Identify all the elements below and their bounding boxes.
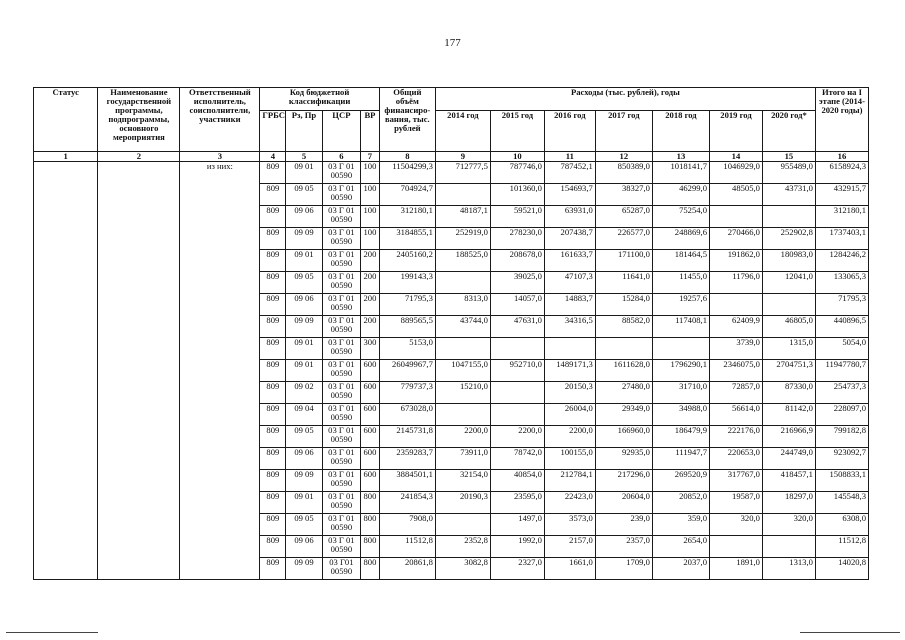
cell-2019: 3739,0 bbox=[710, 338, 763, 360]
cell-2020: 244749,0 bbox=[762, 448, 815, 470]
cell-2018: 34988,0 bbox=[652, 404, 709, 426]
cell-total: 71795,3 bbox=[379, 294, 435, 316]
cell-2018: 1796290,1 bbox=[652, 360, 709, 382]
cell-2017: 29349,0 bbox=[595, 404, 652, 426]
cell-total: 5153,0 bbox=[379, 338, 435, 360]
cell-grbs: 809 bbox=[260, 382, 286, 404]
cell-2015: 47631,0 bbox=[490, 316, 544, 338]
cell-total: 199143,3 bbox=[379, 272, 435, 294]
cell-2016: 14883,7 bbox=[544, 294, 595, 316]
cell-2020 bbox=[762, 536, 815, 558]
cell-2014: 1047155,0 bbox=[435, 360, 490, 382]
cell-2020: 87330,0 bbox=[762, 382, 815, 404]
cell-2019: 1046929,0 bbox=[710, 162, 763, 184]
cell-2018: 269520,9 bbox=[652, 470, 709, 492]
table-body bbox=[34, 162, 869, 580]
cell-2017: 65287,0 bbox=[595, 206, 652, 228]
cell-2016: 154693,7 bbox=[544, 184, 595, 206]
cell-grbs: 809 bbox=[260, 162, 286, 184]
cell-2020: 252902,8 bbox=[762, 228, 815, 250]
cell-csr: 03 Г 01 00590 bbox=[322, 250, 360, 272]
cell-grbs: 809 bbox=[260, 360, 286, 382]
cell-2020: 955489,0 bbox=[762, 162, 815, 184]
cell-grbs: 809 bbox=[260, 492, 286, 514]
column-number: 2 bbox=[98, 152, 180, 162]
cell-csr: 03 Г 01 00590 bbox=[322, 404, 360, 426]
cell-2020: 180983,0 bbox=[762, 250, 815, 272]
cell-total: 11504299,3 bbox=[379, 162, 435, 184]
cell-csr: 03 Г 01 00590 bbox=[322, 448, 360, 470]
cell-2014: 8313,0 bbox=[435, 294, 490, 316]
cell-2020: 1315,0 bbox=[762, 338, 815, 360]
cell-rz-pr: 09 01 bbox=[286, 360, 322, 382]
cell-2017: 20604,0 bbox=[595, 492, 652, 514]
cell-grbs: 809 bbox=[260, 316, 286, 338]
cell-2019 bbox=[710, 206, 763, 228]
header-year-2020: 2020 год* bbox=[762, 111, 815, 152]
cell-csr: 03 Г 01 00590 bbox=[322, 470, 360, 492]
column-number: 1 bbox=[34, 152, 98, 162]
cell-vr: 300 bbox=[361, 338, 380, 360]
cell-2018: 11455,0 bbox=[652, 272, 709, 294]
cell-grbs: 809 bbox=[260, 294, 286, 316]
cell-2020: 43731,0 bbox=[762, 184, 815, 206]
cell-2014: 20190,3 bbox=[435, 492, 490, 514]
cell-csr: 03 Г 01 00590 bbox=[322, 514, 360, 536]
cell-csr: 03 Г 01 00590 bbox=[322, 272, 360, 294]
header-responsible: Ответственный исполнитель, соисполнители, участники bbox=[180, 88, 260, 152]
cell-rz-pr: 09 01 bbox=[286, 162, 322, 184]
cell-2016 bbox=[544, 338, 595, 360]
cell-itogo: 5054,0 bbox=[815, 338, 868, 360]
cell-2016: 22423,0 bbox=[544, 492, 595, 514]
cell-2019: 2346075,0 bbox=[710, 360, 763, 382]
cell-2020: 46805,0 bbox=[762, 316, 815, 338]
cell-2017: 88582,0 bbox=[595, 316, 652, 338]
cell-csr: 03 Г 01 00590 bbox=[322, 162, 360, 184]
header-year-2015: 2015 год bbox=[490, 111, 544, 152]
cell-name bbox=[98, 162, 180, 580]
cell-2014: 188525,0 bbox=[435, 250, 490, 272]
cell-grbs: 809 bbox=[260, 448, 286, 470]
cell-2016: 1661,0 bbox=[544, 558, 595, 580]
cell-csr: 03 Г 01 00590 bbox=[322, 382, 360, 404]
cell-2018: 2037,0 bbox=[652, 558, 709, 580]
column-number: 3 bbox=[180, 152, 260, 162]
cell-2017: 226577,0 bbox=[595, 228, 652, 250]
cell-2014: 48187,1 bbox=[435, 206, 490, 228]
cell-2020: 2704751,3 bbox=[762, 360, 815, 382]
cell-2015: 787746,0 bbox=[490, 162, 544, 184]
cell-vr: 600 bbox=[361, 426, 380, 448]
cell-2016: 787452,1 bbox=[544, 162, 595, 184]
footer-divider bbox=[800, 632, 900, 633]
cell-2015: 278230,0 bbox=[490, 228, 544, 250]
cell-itogo: 145548,3 bbox=[815, 492, 868, 514]
cell-rz-pr: 09 05 bbox=[286, 272, 322, 294]
cell-2020 bbox=[762, 294, 815, 316]
cell-2015 bbox=[490, 338, 544, 360]
cell-vr: 200 bbox=[361, 294, 380, 316]
cell-2017: 27480,0 bbox=[595, 382, 652, 404]
cell-2020 bbox=[762, 206, 815, 228]
cell-2014: 2200,0 bbox=[435, 426, 490, 448]
cell-vr: 100 bbox=[361, 206, 380, 228]
cell-2015: 2327,0 bbox=[490, 558, 544, 580]
cell-rz-pr: 09 01 bbox=[286, 250, 322, 272]
cell-2019: 72857,0 bbox=[710, 382, 763, 404]
cell-status bbox=[34, 162, 98, 580]
cell-2015: 1992,0 bbox=[490, 536, 544, 558]
cell-2019: 317767,0 bbox=[710, 470, 763, 492]
header-itogo: Итого на I этапе (2014-2020 годы) bbox=[815, 88, 868, 152]
header-year-2019: 2019 год bbox=[710, 111, 763, 152]
cell-2015: 952710,0 bbox=[490, 360, 544, 382]
cell-2014 bbox=[435, 514, 490, 536]
cell-total: 2145731,8 bbox=[379, 426, 435, 448]
header-status: Статус bbox=[34, 88, 98, 152]
cell-itogo: 1737403,1 bbox=[815, 228, 868, 250]
cell-grbs: 809 bbox=[260, 338, 286, 360]
cell-itogo: 312180,1 bbox=[815, 206, 868, 228]
cell-total: 7908,0 bbox=[379, 514, 435, 536]
cell-rz-pr: 09 09 bbox=[286, 228, 322, 250]
cell-2018: 111947,7 bbox=[652, 448, 709, 470]
cell-itogo: 6308,0 bbox=[815, 514, 868, 536]
cell-2018: 181464,5 bbox=[652, 250, 709, 272]
cell-vr: 600 bbox=[361, 470, 380, 492]
cell-total: 3884501,1 bbox=[379, 470, 435, 492]
cell-2018: 2654,0 bbox=[652, 536, 709, 558]
header-vr: ВР bbox=[361, 111, 380, 152]
column-number: 11 bbox=[544, 152, 595, 162]
cell-2014 bbox=[435, 184, 490, 206]
cell-responsible bbox=[180, 162, 260, 580]
cell-2016: 212784,1 bbox=[544, 470, 595, 492]
cell-vr: 800 bbox=[361, 492, 380, 514]
cell-2016: 100155,0 bbox=[544, 448, 595, 470]
cell-2020: 81142,0 bbox=[762, 404, 815, 426]
cell-2019: 48505,0 bbox=[710, 184, 763, 206]
cell-vr: 600 bbox=[361, 360, 380, 382]
cell-2015: 78742,0 bbox=[490, 448, 544, 470]
cell-2014: 32154,0 bbox=[435, 470, 490, 492]
cell-2015: 39025,0 bbox=[490, 272, 544, 294]
cell-2019: 220653,0 bbox=[710, 448, 763, 470]
cell-2015: 23595,0 bbox=[490, 492, 544, 514]
cell-2017: 171100,0 bbox=[595, 250, 652, 272]
cell-2017: 92935,0 bbox=[595, 448, 652, 470]
column-number: 10 bbox=[490, 152, 544, 162]
cell-grbs: 809 bbox=[260, 536, 286, 558]
cell-total: 704924,7 bbox=[379, 184, 435, 206]
cell-2017: 2357,0 bbox=[595, 536, 652, 558]
cell-2016: 1489171,3 bbox=[544, 360, 595, 382]
cell-2014: 73911,0 bbox=[435, 448, 490, 470]
cell-2015 bbox=[490, 382, 544, 404]
column-number: 5 bbox=[286, 152, 322, 162]
cell-vr: 200 bbox=[361, 316, 380, 338]
from-them-label: из них: bbox=[206, 161, 233, 171]
cell-2014: 15210,0 bbox=[435, 382, 490, 404]
cell-csr: 03 Г01 00590 bbox=[322, 558, 360, 580]
cell-2018: 19257,6 bbox=[652, 294, 709, 316]
cell-2017: 15284,0 bbox=[595, 294, 652, 316]
cell-grbs: 809 bbox=[260, 558, 286, 580]
cell-csr: 03 Г 01 00590 bbox=[322, 228, 360, 250]
cell-grbs: 809 bbox=[260, 470, 286, 492]
cell-2019 bbox=[710, 294, 763, 316]
column-number: 8 bbox=[379, 152, 435, 162]
table-row bbox=[34, 162, 869, 184]
cell-2016: 2157,0 bbox=[544, 536, 595, 558]
cell-2018: 117408,1 bbox=[652, 316, 709, 338]
header-budget-code: Код бюджетной классификации bbox=[260, 88, 379, 111]
cell-2018: 359,0 bbox=[652, 514, 709, 536]
budget-table bbox=[33, 87, 869, 580]
cell-2020: 18297,0 bbox=[762, 492, 815, 514]
column-number: 6 bbox=[322, 152, 360, 162]
header-expenses: Расходы (тыс. рублей), годы bbox=[435, 88, 815, 111]
cell-2017 bbox=[595, 338, 652, 360]
cell-2017: 239,0 bbox=[595, 514, 652, 536]
cell-2016: 63931,0 bbox=[544, 206, 595, 228]
cell-grbs: 809 bbox=[260, 228, 286, 250]
cell-2018: 31710,0 bbox=[652, 382, 709, 404]
cell-2017: 11641,0 bbox=[595, 272, 652, 294]
cell-grbs: 809 bbox=[260, 206, 286, 228]
cell-rz-pr: 09 05 bbox=[286, 514, 322, 536]
cell-vr: 800 bbox=[361, 558, 380, 580]
cell-itogo: 923092,7 bbox=[815, 448, 868, 470]
cell-2019: 62409,9 bbox=[710, 316, 763, 338]
header-year-2017: 2017 год bbox=[595, 111, 652, 152]
header-total: Общий объём финансиро-вания, тыс. рублей bbox=[379, 88, 435, 152]
header-year-2016: 2016 год bbox=[544, 111, 595, 152]
cell-2018: 75254,0 bbox=[652, 206, 709, 228]
cell-2016: 47107,3 bbox=[544, 272, 595, 294]
cell-2015: 40854,0 bbox=[490, 470, 544, 492]
cell-2017: 166960,0 bbox=[595, 426, 652, 448]
cell-rz-pr: 09 06 bbox=[286, 536, 322, 558]
cell-2016: 3573,0 bbox=[544, 514, 595, 536]
cell-vr: 200 bbox=[361, 250, 380, 272]
cell-2014: 3082,8 bbox=[435, 558, 490, 580]
cell-itogo: 799182,8 bbox=[815, 426, 868, 448]
cell-grbs: 809 bbox=[260, 250, 286, 272]
page-number: 177 bbox=[444, 37, 461, 49]
cell-rz-pr: 09 09 bbox=[286, 470, 322, 492]
cell-total: 779737,3 bbox=[379, 382, 435, 404]
cell-2019: 19587,0 bbox=[710, 492, 763, 514]
cell-2018: 46299,0 bbox=[652, 184, 709, 206]
cell-2014: 43744,0 bbox=[435, 316, 490, 338]
cell-2016: 161633,7 bbox=[544, 250, 595, 272]
column-number: 9 bbox=[435, 152, 490, 162]
cell-2015: 208678,0 bbox=[490, 250, 544, 272]
cell-2018 bbox=[652, 338, 709, 360]
cell-csr: 03 Г 01 00590 bbox=[322, 360, 360, 382]
cell-vr: 600 bbox=[361, 448, 380, 470]
cell-rz-pr: 09 02 bbox=[286, 382, 322, 404]
header-rzpr: Рз, Пр bbox=[286, 111, 322, 152]
cell-vr: 100 bbox=[361, 162, 380, 184]
cell-2014 bbox=[435, 404, 490, 426]
cell-2020: 216966,9 bbox=[762, 426, 815, 448]
cell-2017: 217296,0 bbox=[595, 470, 652, 492]
cell-total: 312180,1 bbox=[379, 206, 435, 228]
header-year-2018: 2018 год bbox=[652, 111, 709, 152]
cell-2014 bbox=[435, 272, 490, 294]
header-year-2014: 2014 год bbox=[435, 111, 490, 152]
cell-2016: 26004,0 bbox=[544, 404, 595, 426]
cell-grbs: 809 bbox=[260, 404, 286, 426]
cell-2016: 207438,7 bbox=[544, 228, 595, 250]
cell-2019: 222176,0 bbox=[710, 426, 763, 448]
cell-2015 bbox=[490, 404, 544, 426]
cell-csr: 03 Г 01 00590 bbox=[322, 426, 360, 448]
cell-itogo: 1508833,1 bbox=[815, 470, 868, 492]
cell-2017: 850389,0 bbox=[595, 162, 652, 184]
cell-total: 26049967,7 bbox=[379, 360, 435, 382]
cell-total: 20861,8 bbox=[379, 558, 435, 580]
cell-total: 2359283,7 bbox=[379, 448, 435, 470]
header-name: Наименование государственной программы, подпрограммы, основного мероприятия bbox=[98, 88, 180, 152]
cell-vr: 100 bbox=[361, 184, 380, 206]
cell-total: 11512,8 bbox=[379, 536, 435, 558]
column-number: 7 bbox=[361, 152, 380, 162]
cell-2015: 101360,0 bbox=[490, 184, 544, 206]
cell-2014 bbox=[435, 338, 490, 360]
footer-divider bbox=[6, 632, 98, 633]
cell-2016: 34316,5 bbox=[544, 316, 595, 338]
cell-grbs: 809 bbox=[260, 426, 286, 448]
cell-vr: 100 bbox=[361, 228, 380, 250]
cell-2017: 38327,0 bbox=[595, 184, 652, 206]
cell-itogo: 11512,8 bbox=[815, 536, 868, 558]
cell-itogo: 71795,3 bbox=[815, 294, 868, 316]
cell-total: 241854,3 bbox=[379, 492, 435, 514]
cell-vr: 800 bbox=[361, 536, 380, 558]
cell-2017: 1709,0 bbox=[595, 558, 652, 580]
cell-2018: 20852,0 bbox=[652, 492, 709, 514]
cell-itogo: 11947780,7 bbox=[815, 360, 868, 382]
cell-rz-pr: 09 05 bbox=[286, 426, 322, 448]
cell-2019: 191862,0 bbox=[710, 250, 763, 272]
cell-itogo: 432915,7 bbox=[815, 184, 868, 206]
column-number: 14 bbox=[710, 152, 763, 162]
cell-2015: 59521,0 bbox=[490, 206, 544, 228]
cell-rz-pr: 09 05 bbox=[286, 184, 322, 206]
cell-grbs: 809 bbox=[260, 514, 286, 536]
cell-2015: 1497,0 bbox=[490, 514, 544, 536]
cell-2019: 1891,0 bbox=[710, 558, 763, 580]
cell-csr: 03 Г 01 00590 bbox=[322, 536, 360, 558]
cell-csr: 03 Г 01 00590 bbox=[322, 338, 360, 360]
cell-2020: 1313,0 bbox=[762, 558, 815, 580]
cell-vr: 200 bbox=[361, 272, 380, 294]
header-grbs: ГРБС bbox=[260, 111, 286, 152]
cell-vr: 600 bbox=[361, 404, 380, 426]
cell-rz-pr: 09 01 bbox=[286, 338, 322, 360]
column-number: 12 bbox=[595, 152, 652, 162]
cell-2019: 270466,0 bbox=[710, 228, 763, 250]
cell-2016: 2200,0 bbox=[544, 426, 595, 448]
cell-2020: 320,0 bbox=[762, 514, 815, 536]
cell-itogo: 254737,3 bbox=[815, 382, 868, 404]
cell-2016: 20150,3 bbox=[544, 382, 595, 404]
cell-itogo: 14020,8 bbox=[815, 558, 868, 580]
cell-itogo: 228097,0 bbox=[815, 404, 868, 426]
cell-itogo: 440896,5 bbox=[815, 316, 868, 338]
column-number: 16 bbox=[815, 152, 868, 162]
cell-2015: 2200,0 bbox=[490, 426, 544, 448]
cell-rz-pr: 09 04 bbox=[286, 404, 322, 426]
header-csr: ЦСР bbox=[322, 111, 360, 152]
cell-2014: 2352,8 bbox=[435, 536, 490, 558]
cell-total: 673028,0 bbox=[379, 404, 435, 426]
cell-grbs: 809 bbox=[260, 184, 286, 206]
cell-2014: 252919,0 bbox=[435, 228, 490, 250]
cell-2014: 712777,5 bbox=[435, 162, 490, 184]
cell-2020: 418457,1 bbox=[762, 470, 815, 492]
cell-csr: 03 Г 01 00590 bbox=[322, 184, 360, 206]
cell-itogo: 6158924,3 bbox=[815, 162, 868, 184]
cell-rz-pr: 09 09 bbox=[286, 558, 322, 580]
cell-2019 bbox=[710, 536, 763, 558]
cell-vr: 800 bbox=[361, 514, 380, 536]
column-number: 13 bbox=[652, 152, 709, 162]
cell-itogo: 133065,3 bbox=[815, 272, 868, 294]
cell-rz-pr: 09 06 bbox=[286, 294, 322, 316]
cell-rz-pr: 09 06 bbox=[286, 206, 322, 228]
cell-total: 889565,5 bbox=[379, 316, 435, 338]
cell-csr: 03 Г 01 00590 bbox=[322, 492, 360, 514]
cell-2017: 1611628,0 bbox=[595, 360, 652, 382]
cell-rz-pr: 09 06 bbox=[286, 448, 322, 470]
cell-2020: 12041,0 bbox=[762, 272, 815, 294]
cell-csr: 03 Г 01 00590 bbox=[322, 206, 360, 228]
cell-2019: 11796,0 bbox=[710, 272, 763, 294]
cell-csr: 03 Г 01 00590 bbox=[322, 316, 360, 338]
cell-2018: 1018141,7 bbox=[652, 162, 709, 184]
cell-2019: 320,0 bbox=[710, 514, 763, 536]
cell-total: 3184855,1 bbox=[379, 228, 435, 250]
cell-csr: 03 Г 01 00590 bbox=[322, 294, 360, 316]
cell-rz-pr: 09 01 bbox=[286, 492, 322, 514]
cell-2018: 186479,9 bbox=[652, 426, 709, 448]
cell-vr: 600 bbox=[361, 382, 380, 404]
cell-grbs: 809 bbox=[260, 272, 286, 294]
column-number: 4 bbox=[260, 152, 286, 162]
cell-2018: 248869,6 bbox=[652, 228, 709, 250]
cell-itogo: 1284246,2 bbox=[815, 250, 868, 272]
cell-2019: 56614,0 bbox=[710, 404, 763, 426]
cell-rz-pr: 09 09 bbox=[286, 316, 322, 338]
column-number: 15 bbox=[762, 152, 815, 162]
cell-total: 2405160,2 bbox=[379, 250, 435, 272]
cell-2015: 14057,0 bbox=[490, 294, 544, 316]
